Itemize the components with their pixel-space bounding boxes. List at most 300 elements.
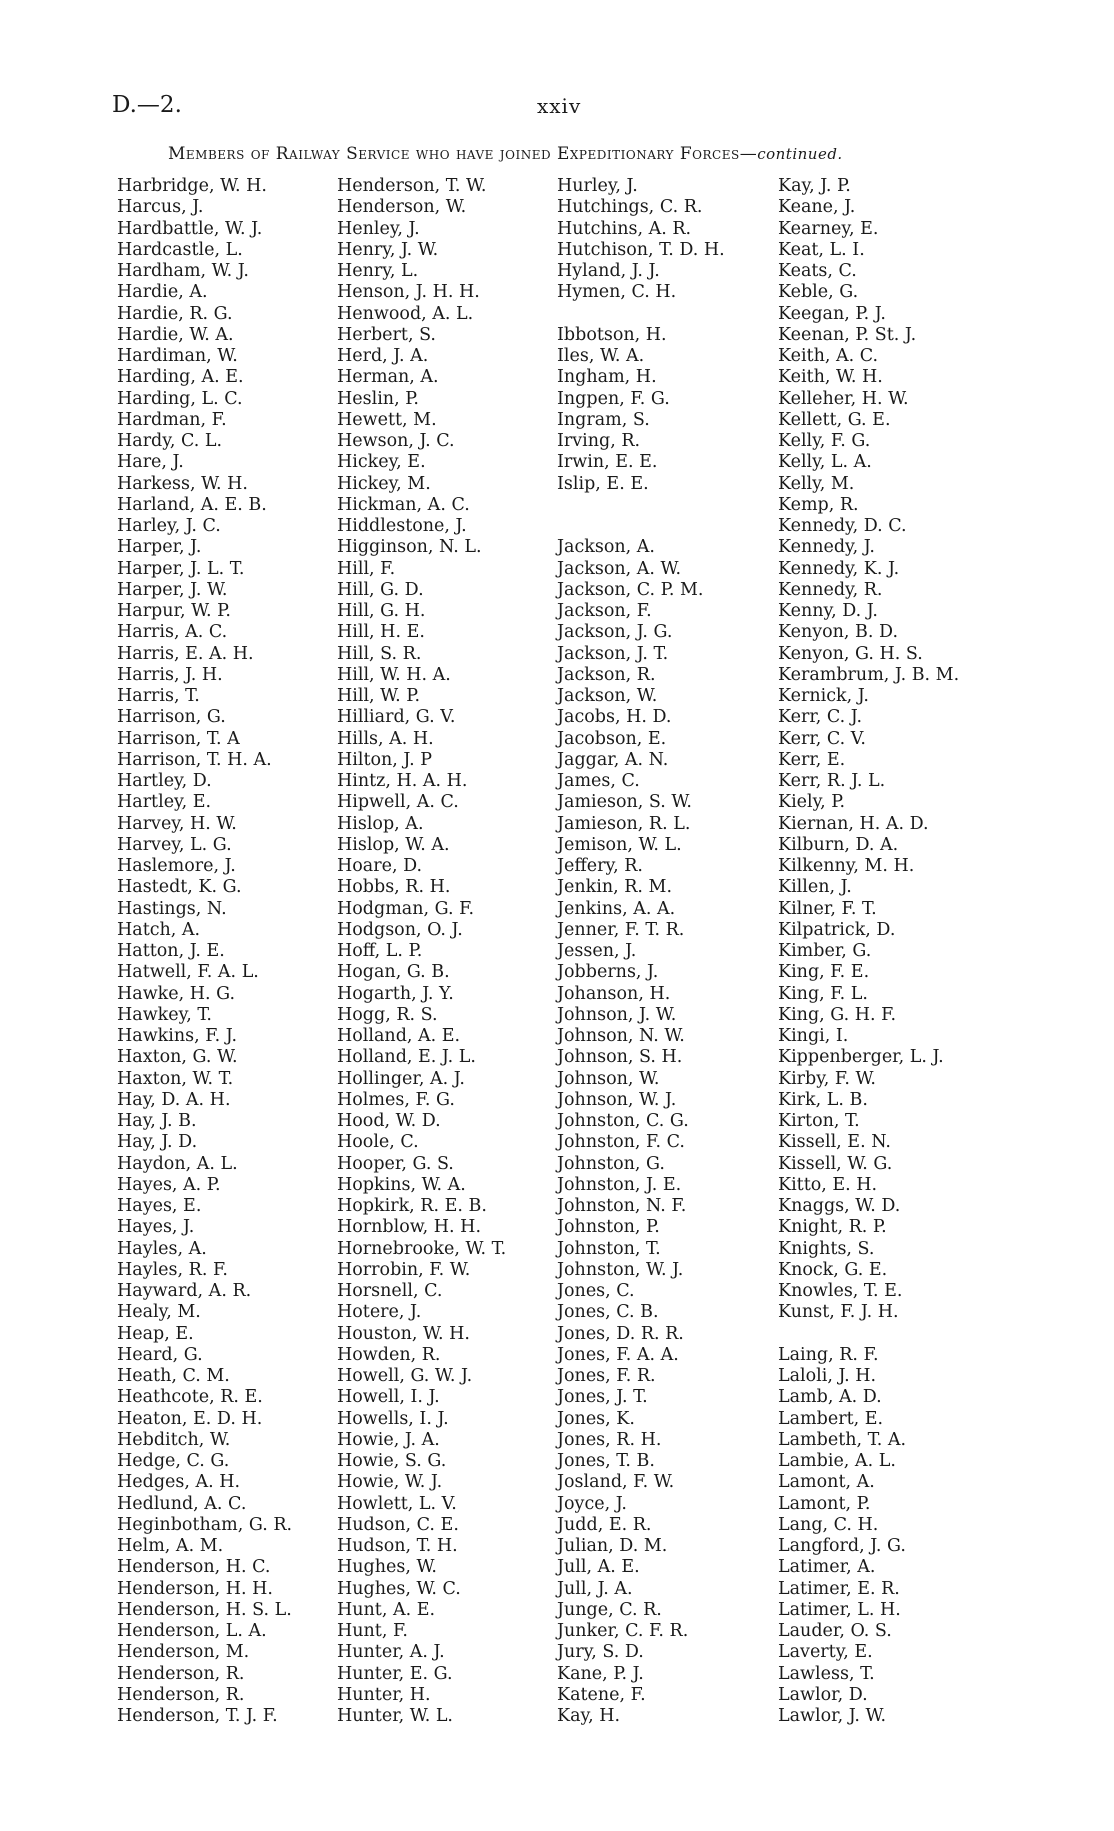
name-entry: Junge, C. R. [557,1599,662,1620]
name-entry: Haxton, G. W. [117,1047,238,1068]
name-entry: Johnston, T. [557,1238,661,1259]
name-entry: Jones, C. [557,1281,635,1301]
name-entry: Harper, J. [117,537,202,558]
name-entry: Hay, J. D. [117,1132,198,1153]
name-entry: Johnson, N. W. [557,1026,685,1046]
name-entry: Kennedy, D. C. [778,516,907,536]
name-entry: Kerr, C. J. [778,707,863,728]
name-entry: Hill, G. D. [337,579,424,600]
name-entry: Howden, R. [337,1344,441,1365]
name-entry: Hedges, A. H. [117,1472,241,1493]
name-entry: Kirton, T. [778,1111,860,1131]
name-entry: Heathcote, R. E. [117,1387,263,1408]
name-entry: King, G. H. F. [778,1004,897,1025]
name-entry: Irwin, E. E. [557,452,658,473]
name-entry: Kenyon, B. D. [778,622,899,643]
page-number: xxiv [537,94,582,118]
name-entry: Hedge, C. G. [117,1451,230,1471]
name-entry: Kennedy, J. [778,537,875,558]
name-entry: Hunter, A. J. [337,1642,445,1663]
name-entry: Henson, J. H. H. [337,282,480,303]
name-entry: Johnson, W. J. [557,1089,677,1110]
caption-main: Members of Railway Service who have joined Expeditionary Forces— [168,144,758,164]
name-entry: Hintz, H. A. H. [337,771,468,791]
name-entry: Harris, E. A. H. [117,643,254,664]
name-entry: Lamont, A. [778,1472,875,1493]
name-entry: Kerr, R. J. L. [778,771,886,791]
name-entry: Hodgman, G. F. [337,898,475,919]
name-entry: Johnston, G. [557,1153,665,1174]
name-entry: Hilliard, G. V. [337,707,456,728]
name-entry: Hotere, J. [337,1302,422,1323]
name-entry: Jackson, R. [557,664,656,685]
name-entry: Jones, R. H. [557,1429,662,1450]
name-entry: Josland, F. W. [557,1472,675,1493]
name-entry: Henderson, M. [117,1642,250,1663]
name-entry: Hayes, J. [117,1217,195,1238]
name-column-3 [557,176,725,1727]
name-entry: Kiely, P. [778,792,846,813]
name-entry: Harrison, T. A [117,728,240,749]
name-entry: Lambeth, T. A. [778,1429,907,1450]
name-entry: Kissell, E. N. [778,1132,891,1153]
name-entry: Henley, J. [337,218,420,239]
document-reference: D.—2. [112,92,182,118]
name-entry: Johnston, N. F. [557,1196,687,1216]
name-entry: Kilburn, D. A. [778,834,899,855]
name-entry: Kay, J. P. [778,176,851,196]
name-entry: Hartley, D. [117,771,212,791]
name-entry: Kunst, F. J. H. [778,1302,899,1323]
name-entry: Ingram, S. [557,409,650,430]
name-entry: Latimer, L. H. [778,1599,901,1620]
name-entry: Henwood, A. L. [337,303,474,324]
name-entry: Hardham, W. J. [117,261,249,281]
name-entry: Knock, G. E. [778,1259,888,1280]
name-entry: Kenyon, G. H. S. [778,643,923,664]
name-entry: Kellett, G. E. [778,409,891,430]
name-entry: Hatwell, F. A. L. [117,962,259,983]
name-entry: Jacobson, E. [557,728,667,749]
name-entry: Hayes, E. [117,1196,202,1216]
name-entry: Heap, E. [117,1323,194,1344]
name-entry: Hudson, T. H. [337,1536,458,1556]
name-entry: Kingi, I. [778,1026,849,1046]
name-entry: Hill, H. E. [337,622,425,643]
name-entry: Hill, W. P. [337,686,421,706]
name-entry: Harpur, W. P. [117,601,231,621]
name-entry: Jackson, J. G. [557,622,673,643]
name-entry: Hay, J. B. [117,1111,197,1131]
name-entry: Hunter, H. [337,1684,431,1705]
name-entry: Harcus, J. [117,197,204,218]
name-entry: Hopkins, W. A. [337,1174,466,1195]
name-entry: Kilkenny, M. H. [778,856,915,876]
name-entry: Jones, K. [557,1408,635,1429]
name-entry: Hunt, A. E. [337,1599,436,1620]
name-entry: Knight, R. P. [778,1217,887,1238]
name-entry: Haslemore, J. [117,856,236,876]
name-column-2 [337,176,506,1727]
name-entry: Ingham, H. [557,367,657,388]
name-entry: Herd, J. A. [337,346,429,366]
name-entry: Hickey, E. [337,452,426,473]
name-entry: Keith, A. C. [778,346,879,366]
name-entry: Kerr, C. V. [778,728,866,749]
name-entry: Jull, J. A. [557,1578,633,1599]
name-entry: Harding, L. C. [117,388,243,409]
name-entry: Jenner, F. T. R. [557,919,685,940]
name-entry: Hardcastle, L. [117,239,243,260]
name-entry: Judd, E. R. [557,1514,652,1535]
name-entry: Kelly, L. A. [778,452,872,473]
name-entry: Kenny, D. J. [778,601,878,621]
name-entry: Keane, J. [778,197,856,218]
name-entry: Harris, T. [117,686,200,706]
name-entry: Henderson, H. C. [117,1557,271,1578]
name-entry: Johnston, C. G. [557,1111,689,1131]
name-entry: Heard, G. [117,1344,203,1365]
name-entry: Harkess, W. H. [117,473,248,494]
name-entry: Laing, R. F. [778,1344,879,1365]
name-entry: Harper, J. L. T. [117,558,245,579]
name-entry: Kearney, E. [778,218,879,239]
name-entry: Laloli, J. H. [778,1366,877,1386]
name-entry: Jackson, C. P. M. [557,579,704,600]
name-entry: Lawless, T. [778,1663,875,1684]
name-entry: Jackson, A. W. [557,558,682,579]
name-entry: Keith, W. H. [778,367,883,388]
name-entry: Jamieson, R. L. [557,813,691,834]
name-entry: Julian, D. M. [557,1536,668,1556]
name-entry: Hoole, C. [337,1132,419,1153]
name-entry: Kirk, L. B. [778,1089,868,1110]
name-entry: Jones, D. R. R. [557,1323,684,1344]
name-entry: Holmes, F. G. [337,1089,455,1110]
name-entry: Lamont, P. [778,1493,871,1514]
name-entry: Henderson, H. H. [117,1578,273,1599]
name-entry: Hunter, E. G. [337,1663,453,1684]
name-entry: Hawke, H. G. [117,983,236,1004]
name-entry: Hislop, W. A. [337,834,450,855]
name-entry: Howell, G. W. J. [337,1366,473,1386]
name-entry: Hayles, A. [117,1238,207,1259]
name-entry: Hunt, F. [337,1621,408,1641]
name-entry: Jackson, J. T. [557,643,669,664]
name-entry: Keats, C. [778,261,857,281]
name-entry: Joyce, J. [557,1493,627,1514]
name-entry: Ibbotson, H. [557,324,667,345]
name-entry: Latimer, A. [778,1557,876,1578]
name-entry: Hills, A. H. [337,728,434,749]
name-entry: Henderson, R. [117,1684,245,1705]
name-entry: Hornblow, H. H. [337,1217,482,1238]
name-entry: Kitto, E. H. [778,1174,878,1195]
name-entry: Johnston, F. C. [557,1132,685,1153]
name-entry: Hilton, J. P [337,749,432,770]
name-entry: Horrobin, F. W. [337,1259,471,1280]
name-entry: Jaggar, A. N. [557,749,669,770]
name-entry: Hardiman, W. [117,346,238,366]
name-entry: Jones, F. R. [557,1366,656,1386]
column-gap [557,516,725,537]
name-entry: Henderson, W. [337,197,467,218]
name-entry: Hutchins, A. R. [557,218,692,239]
name-entry: Kiernan, H. A. D. [778,813,929,834]
name-entry: Harris, J. H. [117,664,223,685]
name-entry: Hollinger, A. J. [337,1068,465,1089]
name-entry: Harvey, L. G. [117,834,232,855]
name-entry: Henderson, R. [117,1663,245,1684]
name-entry: Johanson, H. [557,983,671,1004]
name-entry: Kernick, J. [778,686,869,706]
name-entry: Hogg, R. S. [337,1004,438,1025]
name-entry: Jones, J. T. [557,1387,648,1408]
name-entry: Howell, I. J. [337,1387,440,1408]
name-entry: Heginbotham, G. R. [117,1514,293,1535]
name-entry: Hawkins, F. J. [117,1026,238,1046]
name-entry: Hastedt, K. G. [117,877,242,898]
name-entry: Harvey, H. W. [117,813,237,834]
name-entry: Harrison, G. [117,707,226,728]
name-entry: Healy, M. [117,1302,201,1323]
name-entry: Harper, J. W. [117,579,228,600]
name-entry: Harrison, T. H. A. [117,749,272,770]
name-entry: Katene, F. [557,1684,646,1705]
name-entry: Jackson, F. [557,601,652,621]
name-entry: Johnston, J. E. [557,1174,682,1195]
name-entry: Hatch, A. [117,919,201,940]
name-entry: Hayward, A. R. [117,1281,252,1301]
name-entry: Keat, L. I. [778,239,865,260]
name-entry: Johnson, J. W. [557,1004,677,1025]
name-entry: Latimer, E. R. [778,1578,900,1599]
name-entry: King, F. E. [778,962,870,983]
name-entry: Islip, E. E. [557,473,649,494]
name-entry: Hunter, W. L. [337,1706,453,1726]
name-entry: Helm, A. M. [117,1536,224,1556]
name-entry: Jamieson, S. W. [557,792,692,813]
name-entry: Hedlund, A. C. [117,1493,247,1514]
name-entry: Lawlor, D. [778,1684,868,1705]
name-entry: Hickman, A. C. [337,494,470,515]
name-entry: Kerr, E. [778,749,846,770]
name-entry: Haxton, W. T. [117,1068,234,1089]
name-entry: Hill, G. H. [337,601,426,621]
name-entry: Henderson, T. W. [337,176,487,196]
name-entry: Hornebrooke, W. T. [337,1238,507,1259]
column-gap [557,304,725,325]
name-entry: Keegan, P. J. [778,303,886,324]
name-entry: Hutchison, T. D. H. [557,239,725,260]
name-entry: Lamb, A. D. [778,1387,882,1408]
name-entry: Johnston, P. [557,1217,660,1238]
name-entry: Herbert, S. [337,324,436,345]
name-entry: Howells, I. J. [337,1408,449,1429]
name-entry: Hay, D. A. H. [117,1089,231,1110]
name-entry: Hudson, C. E. [337,1514,459,1535]
name-entry: Hiddlestone, J. [337,516,467,536]
name-entry: Hymen, C. H. [557,282,677,303]
name-entry: James, C. [557,771,640,791]
name-entry: Hoare, D. [337,856,423,876]
name-entry: Lauder, O. S. [778,1621,892,1641]
name-entry: Hayles, R. F. [117,1259,228,1280]
name-entry: Holland, E. J. L. [337,1047,476,1068]
name-entry: Laverty, E. [778,1642,873,1663]
name-entry: Kissell, W. G. [778,1153,893,1174]
name-entry: Johnson, W. [557,1068,660,1089]
column-gap [778,1324,959,1345]
name-entry: Jury, S. D. [557,1642,644,1663]
name-entry: Kelly, F. G. [778,431,871,451]
name-entry: Keble, G. [778,282,859,303]
name-entry: Keenan, P. St. J. [778,324,917,345]
name-entry: Jackson, W. [557,686,658,706]
name-entry: Kelleher, H. W. [778,388,909,409]
name-entry: Kilner, F. T. [778,898,877,919]
name-entry: Kerambrum, J. B. M. [778,664,960,685]
name-entry: Howie, J. A. [337,1429,440,1450]
name-entry: Heaton, E. D. H. [117,1408,263,1429]
name-entry: Hughes, W. [337,1557,437,1578]
name-entry: Herman, A. [337,367,439,388]
name-entry: Knowles, T. E. [778,1281,903,1301]
column-gap [557,495,725,516]
name-entry: Hartley, E. [117,792,212,813]
name-entry: Henry, J. W. [337,239,439,260]
name-entry: Kennedy, K. J. [778,558,900,579]
name-entry: Hayes, A. P. [117,1174,221,1195]
name-entry: Holland, A. E. [337,1026,461,1046]
name-entry: Howie, W. J. [337,1472,443,1493]
name-entry: Hardbattle, W. J. [117,218,263,239]
name-entry: Jones, T. B. [557,1451,655,1471]
name-entry: Ingpen, F. G. [557,388,670,409]
name-entry: Hawkey, T. [117,1004,212,1025]
name-entry: Hipwell, A. C. [337,792,459,813]
name-entry: Hardie, R. G. [117,303,233,324]
name-entry: Hopkirk, R. E. B. [337,1196,487,1216]
name-entry: Jacobs, H. D. [557,707,672,728]
name-entry: Jemison, W. L. [557,834,682,855]
name-entry: Hare, J. [117,452,184,473]
name-entry: Kemp, R. [778,494,859,515]
name-entry: Hardie, A. [117,282,208,303]
name-entry: Jackson, A. [557,537,655,558]
name-entry: Lang, C. H. [778,1514,879,1535]
name-entry: Haydon, A. L. [117,1153,238,1174]
name-entry: Lambert, E. [778,1408,884,1429]
name-entry: Hislop, A. [337,813,424,834]
name-entry: Harley, J. C. [117,516,221,536]
name-entry: Iles, W. A. [557,346,645,366]
name-entry: Higginson, N. L. [337,537,482,558]
name-entry: Hill, W. H. A. [337,664,451,685]
name-entry: Kirby, F. W. [778,1068,876,1089]
name-entry: Hickey, M. [337,473,431,494]
name-entry: Hodgson, O. J. [337,919,463,940]
name-entry: Irving, R. [557,431,641,451]
name-entry: Heath, C. M. [117,1366,230,1386]
name-entry: King, F. L. [778,983,868,1004]
name-entry: Henderson, T. J. F. [117,1706,278,1726]
name-entry: Hutchings, C. R. [557,197,703,218]
name-entry: Hardman, F. [117,409,227,430]
name-entry: Hebditch, W. [117,1429,231,1450]
name-entry: Hogan, G. B. [337,962,450,983]
name-entry: Langford, J. G. [778,1536,906,1556]
name-entry: Heslin, P. [337,388,419,409]
name-entry: Henderson, L. A. [117,1621,267,1641]
name-entry: Hill, S. R. [337,643,422,664]
name-entry: Harland, A. E. B. [117,494,267,515]
name-entry: Jenkins, A. A. [557,898,676,919]
name-entry: Howie, S. G. [337,1451,447,1471]
name-entry: Harbridge, W. H. [117,176,267,196]
name-entry: Kimber, G. [778,941,872,961]
name-entry: Henderson, H. S. L. [117,1599,292,1620]
name-entry: Killen, J. [778,877,852,898]
name-entry: Hardy, C. L. [117,431,223,451]
name-entry: Lambie, A. L. [778,1451,896,1471]
name-entry: Jones, C. B. [557,1302,659,1323]
name-entry: Kilpatrick, D. [778,919,896,940]
name-entry: Lawlor, J. W. [778,1706,887,1726]
name-column-1 [117,176,292,1727]
name-entry: Kippenberger, L. J. [778,1047,944,1068]
name-entry: Jeffery, R. [557,856,643,876]
name-entry: Hatton, J. E. [117,941,225,961]
name-entry: Hyland, J. J. [557,261,660,281]
name-entry: Knaggs, W. D. [778,1196,901,1216]
name-entry: Kane, P. J. [557,1663,644,1684]
name-entry: Kay, H. [557,1706,621,1726]
name-entry: Hill, F. [337,558,396,579]
name-entry: Henry, L. [337,261,419,281]
name-entry: Jones, F. A. A. [557,1344,679,1365]
name-entry: Hewett, M. [337,409,437,430]
name-entry: Hobbs, R. H. [337,877,451,898]
name-entry: Hastings, N. [117,898,227,919]
name-entry: Jobberns, J. [557,962,659,983]
name-entry: Hardie, W. A. [117,324,234,345]
caption-continued: continued. [757,145,843,163]
name-entry: Jenkin, R. M. [557,877,673,898]
name-column-4 [778,176,959,1727]
name-entry: Kennedy, R. [778,579,883,600]
name-entry: Hurley, J. [557,176,638,196]
name-entry: Hooper, G. S. [337,1153,454,1174]
name-entry: Jessen, J. [557,941,637,961]
name-entry: Harding, A. E. [117,367,244,388]
name-entry: Junker, C. F. R. [557,1621,689,1641]
list-caption [168,144,843,164]
name-entry: Knights, S. [778,1238,875,1259]
name-entry: Hughes, W. C. [337,1578,461,1599]
name-entry: Johnson, S. H. [557,1047,683,1068]
name-entry: Horsnell, C. [337,1281,443,1301]
name-entry: Harris, A. C. [117,622,228,643]
name-entry: Hoff, L. P. [337,941,423,961]
name-entry: Kelly, M. [778,473,855,494]
name-entry: Hogarth, J. Y. [337,983,454,1004]
name-entry: Johnston, W. J. [557,1259,684,1280]
name-entry: Howlett, L. V. [337,1493,457,1514]
name-entry: Jull, A. E. [557,1557,640,1578]
name-entry: Houston, W. H. [337,1323,470,1344]
name-entry: Hewson, J. C. [337,431,455,451]
